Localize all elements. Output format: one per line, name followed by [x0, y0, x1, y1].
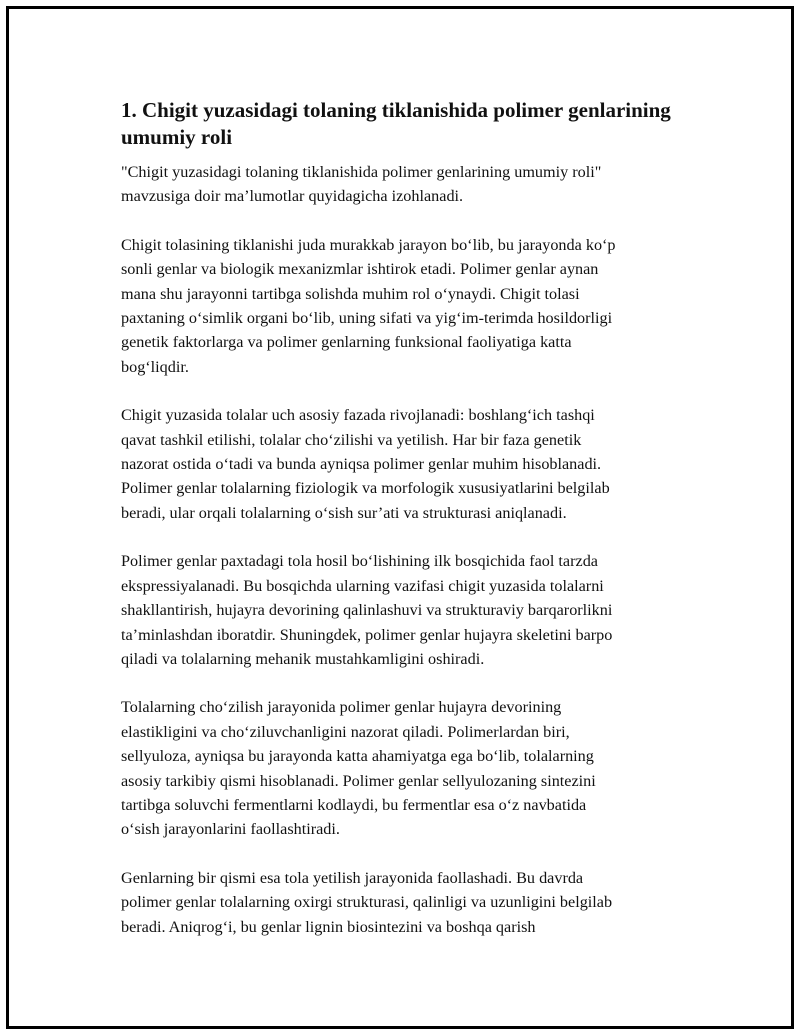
paragraph-line: ta’minlashdan iboratdir. Shuningdek, polimer genlar hujayra skeletini barpo — [121, 625, 613, 644]
paragraph-line: mavzusiga doir ma’lumotlar quyidagicha izohlanadi. — [121, 187, 464, 206]
paragraph-line: mana shu jarayonni tartibga solishda muhim rol o‘ynaydi. Chigit tolasi — [121, 284, 580, 303]
paragraph-line: sellyuloza, ayniqsa bu jarayonda katta ahamiyatga ega bo‘lib, tolalarning — [121, 747, 594, 766]
paragraph-line: beradi. Aniqrog‘i, bu genlar lignin biosintezini va boshqa qarish — [121, 917, 536, 936]
paragraph-line: elastikligini va cho‘ziluvchanligini nazorat qiladi. Polimerlardan biri, — [121, 722, 570, 741]
document-page — [6, 6, 794, 1029]
paragraph — [121, 695, 701, 841]
paragraph-line: paxtaning o‘simlik organi bo‘lib, uning sifati va yig‘im-terimda hosildorligi — [121, 309, 613, 328]
paragraph-line: nazorat ostida o‘tadi va bunda ayniqsa polimer genlar muhim hisoblanadi. — [121, 455, 602, 474]
section-heading — [121, 97, 701, 151]
paragraph-line: Tolalarning cho‘zilish jarayonida polimer genlar hujayra devorining — [121, 698, 562, 717]
paragraph-line: Polimer genlar paxtadagi tola hosil bo‘lishining ilk bosqichida faol tarzda — [121, 552, 598, 571]
paragraph-line: asosiy tarkibiy qismi hisoblanadi. Polimer genlar sellyulozaning sintezini — [121, 771, 596, 790]
heading-line: 1. Chigit yuzasidagi tolaning tiklanishida polimer genlarining — [121, 98, 671, 122]
paragraph-line: shakllantirish, hujayra devorining qalinlashuvi va strukturaviy barqarorlikni — [121, 601, 613, 620]
paragraph — [121, 403, 701, 525]
paragraph-line: "Chigit yuzasidagi tolaning tiklanishida polimer genlarining umumiy roli" — [121, 163, 602, 181]
paragraph-line: Genlarning bir qismi esa tola yetilish jarayonida faollashadi. Bu davrda — [121, 868, 584, 887]
paragraph-line: beradi, ular orqali tolalarning o‘sish sur’ati va strukturasi aniqlanadi. — [121, 503, 567, 522]
heading-line: umumiy roli — [121, 125, 233, 149]
paragraph-line: sonli genlar va biologik mexanizmlar ishtirok etadi. Polimer genlar aynan — [121, 260, 599, 279]
paragraph-line: Chigit yuzasida tolalar uch asosiy fazada rivojlanadi: boshlang‘ich tashqi — [121, 406, 595, 425]
paragraph-line: ekspressiyalanadi. Bu bosqichda ularning vazifasi chigit yuzasida tolalarni — [121, 576, 604, 595]
paragraph-line: Polimer genlar tolalarning fiziologik va morfologik xususiyatlarini belgilab — [121, 479, 610, 498]
paragraph-line: o‘sish jarayonlarini faollashtiradi. — [121, 820, 340, 839]
paragraph — [121, 866, 701, 939]
paragraph — [121, 233, 701, 379]
paragraph — [121, 160, 701, 209]
paragraph-line: polimer genlar tolalarning oxirgi strukturasi, qalinligi va uzunligini belgilab — [121, 893, 613, 912]
document-body — [121, 97, 701, 963]
paragraph-line: Chigit tolasining tiklanishi juda murakkab jarayon bo‘lib, bu jarayonda ko‘p — [121, 235, 616, 254]
paragraph-line: qavat tashkil etilishi, tolalar cho‘zilishi va yetilish. Har bir faza genetik — [121, 430, 582, 449]
paragraph-line: qiladi va tolalarning mehanik mustahkamligini oshiradi. — [121, 649, 485, 668]
paragraph-line: genetik faktorlarga va polimer genlarning funksional faoliyatiga katta — [121, 333, 572, 352]
paragraph — [121, 549, 701, 671]
paragraph-line: bog‘liqdir. — [121, 357, 189, 376]
paragraph-line: tartibga soluvchi fermentlarni kodlaydi, bu fermentlar esa o‘z navbatida — [121, 795, 587, 814]
